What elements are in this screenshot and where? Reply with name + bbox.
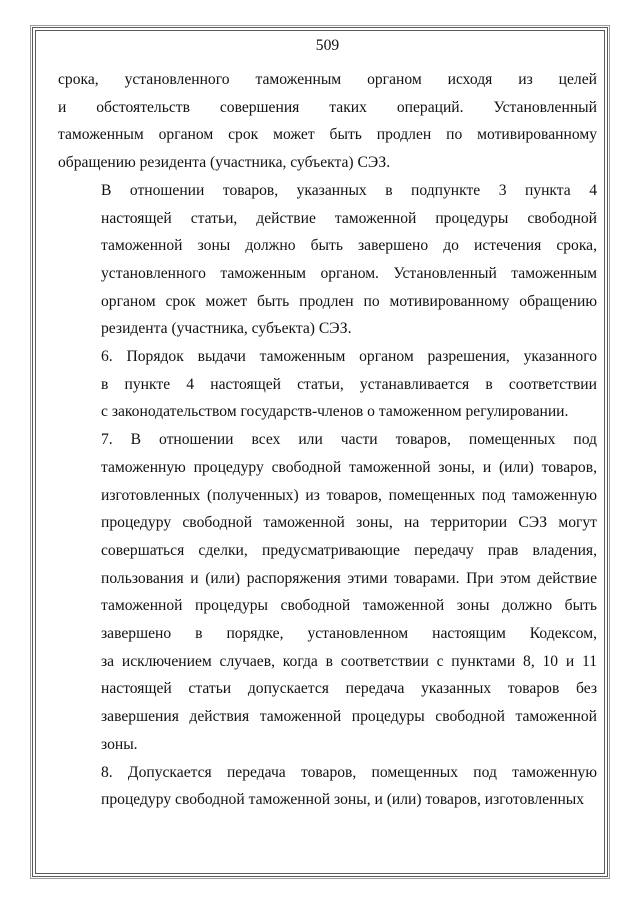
text-line: процедуру свободной таможенной зоны, и (или) товаров, изготовленных [101,791,585,809]
text-line: настоящей статьи, действие таможенной процедуры свободной [101,209,597,227]
document-body [58,66,597,814]
text-line: таможенную процедуру свободной таможенной зоны, и (или) товаров, [101,458,597,476]
text-line: обращению резидента (участника, субъекта) СЭЗ. [58,154,391,172]
text-line: 6. Порядок выдачи таможенным органом разрешения, указанного [101,348,597,366]
text-line: настоящей статьи допускается передача указанных товаров без [101,680,597,698]
text-line: и обстоятельств совершения таких операций. Установленный [58,98,597,116]
text-line: завершено в порядке, установленном настоящим Кодексом, [101,625,597,643]
paragraph [58,426,597,758]
text-line: за исключением случаев, когда в соответствии с пунктами 8, 10 и 11 [101,652,597,670]
paragraph [58,177,597,343]
text-line: процедуру свободной таможенной зоны, на территории СЭЗ могут [101,514,597,532]
text-line: В отношении товаров, указанных в подпункте 3 пункта 4 [101,181,597,199]
page-number: 509 [315,37,340,54]
text-line: пользования и (или) распоряжения этими товарами. При этом действие [101,569,597,587]
paragraph [58,759,597,814]
text-line: срока, установленного таможенным органом исходя из целей [58,71,597,88]
text-line: резидента (участника, субъекта) СЭЗ. [101,320,352,338]
text-line: в пункте 4 настоящей статьи, устанавливается в соответствии [101,375,597,393]
text-line: зоны. [101,735,138,753]
text-line: установленного таможенным органом. Установленный таможенным [101,264,597,282]
text-line: органом срок может быть продлен по мотивированному обращению [101,292,597,310]
text-line: таможенным органом срок может быть продлен по мотивированному [58,126,597,144]
text-line: таможенной процедуры свободной таможенной зоны должно быть [101,597,597,615]
text-line: с законодательством государств-членов о таможенном регулировании. [101,403,569,421]
paragraph [58,66,597,177]
text-line: совершаться сделки, предусматривающие передачу прав владения, [101,541,597,559]
text-line: 8. Допускается передача товаров, помещенных под таможенную [101,763,597,781]
text-line: таможенной зоны должно быть завершено до истечения срока, [101,237,597,255]
text-line: завершения действия таможенной процедуры свободной таможенной [101,708,597,726]
paragraph [58,343,597,426]
text-line: изготовленных (полученных) из товаров, помещенных под таможенную [101,486,597,504]
text-line: 7. В отношении всех или части товаров, помещенных под [101,431,597,449]
document-page [58,34,597,814]
